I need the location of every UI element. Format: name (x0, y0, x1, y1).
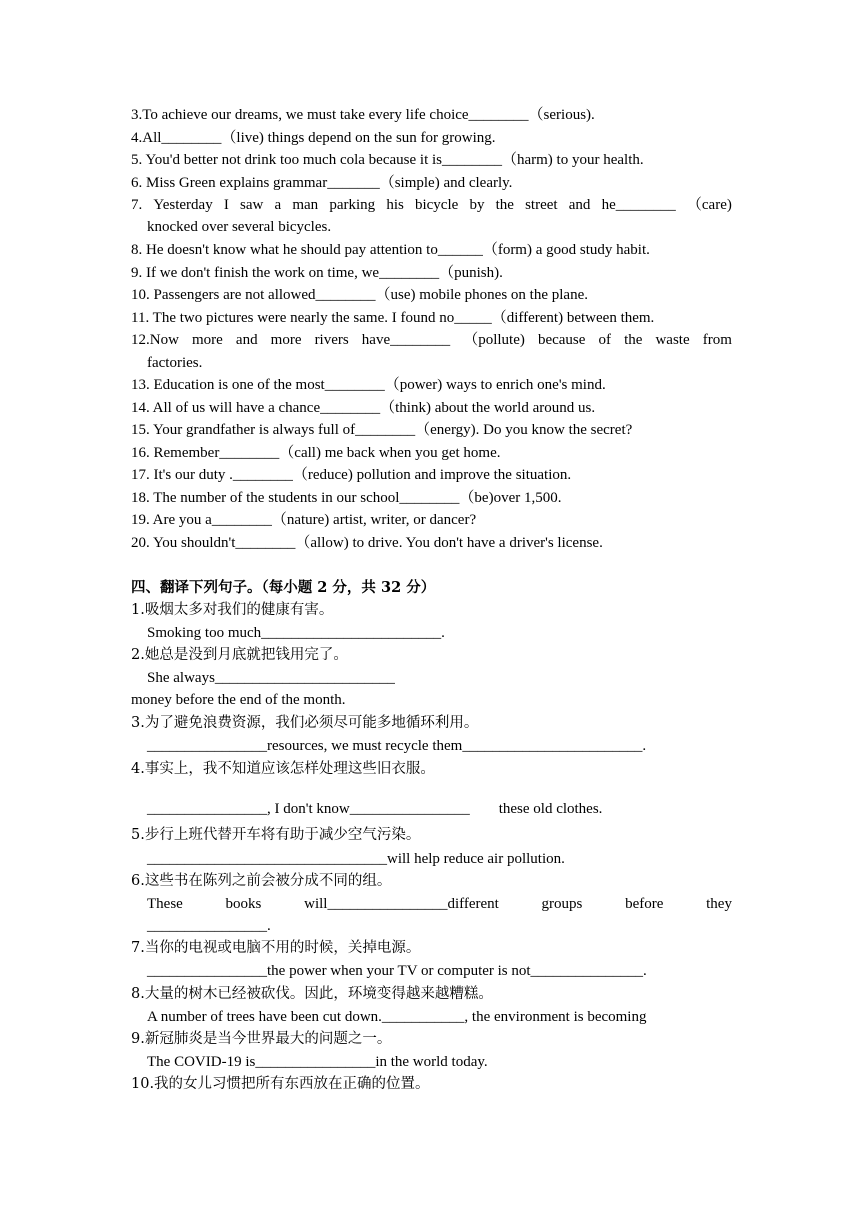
word: have________ (361, 332, 451, 348)
word: saw (240, 197, 264, 213)
exercise-item-18: 18. The number of the students in our school________（be)over 1,500. (131, 490, 562, 506)
exercise-item-3: 3.To achieve our dreams, we must take every life choice________（serious). (131, 107, 595, 123)
word: the (624, 332, 643, 348)
word: and (235, 332, 258, 348)
word: from (702, 332, 732, 348)
translation-prompt-4: 4.事实上，我不知道应该怎样处理这些旧衣服。 (131, 761, 435, 777)
word: groups (541, 896, 583, 912)
word: waste (655, 332, 690, 348)
word: the (495, 197, 514, 213)
word: bicycle (414, 197, 459, 213)
exercise-item-8: 8. He doesn't know what he should pay attention to______（form) a good study habit. (131, 242, 650, 258)
answer-part: these old clothes. (498, 801, 603, 817)
word: will________________different (304, 896, 499, 912)
exercise-item-4: 4.All________（live) things depend on the sun for growing. (131, 130, 496, 146)
translation-prompt-9: 9.新冠肺炎是当今世界最大的问题之一。 (131, 1031, 392, 1047)
translation-prompt-1: 1.吸烟太多对我们的健康有害。 (131, 602, 334, 618)
exercise-item-17: 17. It's our duty .________（reduce) pollution and improve the situation. (131, 467, 572, 483)
exercise-item-14: 14. All of us will have a chance________（think) about the world around us. (131, 400, 596, 416)
exercise-item-20: 20. You shouldn't________（allow) to drive. You don't have a driver's license. (131, 535, 603, 551)
translation-answer-6 (147, 895, 732, 914)
word: 7. (131, 197, 143, 213)
word: they (706, 896, 732, 912)
word: a (274, 197, 282, 213)
word: of (598, 332, 611, 348)
translation-answer-5: ________________________________will help reduce air pollution. (147, 851, 565, 867)
word: he________ (601, 197, 676, 213)
translation-answer-2-cont: money before the end of the month. (131, 692, 346, 708)
translation-answer-8: A number of trees have been cut down.___________, the environment is becoming (147, 1009, 647, 1025)
exercise-item-12-cont: factories. (147, 355, 203, 371)
word: his (386, 197, 404, 213)
exercise-item-16: 16. Remember________（call) me back when you get home. (131, 445, 501, 461)
translation-prompt-7: 7.当你的电视或电脑不用的时候，关掉电源。 (131, 940, 421, 956)
exercise-item-6: 6. Miss Green explains grammar_______（simple) and clearly. (131, 175, 513, 191)
word: I (223, 197, 229, 213)
exercise-item-12 (131, 331, 732, 350)
translation-prompt-10: 10.我的女儿习惯把所有东西放在正确的位置。 (131, 1076, 430, 1092)
translation-answer-2: She always________________________ (147, 670, 395, 686)
word: more (270, 332, 302, 348)
word: by (469, 197, 485, 213)
word: （care) (686, 197, 732, 213)
exercise-item-15: 15. Your grandfather is always full of________（energy). Do you know the secret? (131, 422, 633, 438)
exercise-item-9: 9. If we don't finish the work on time, we________（punish). (131, 265, 503, 281)
word: Yesterday (153, 197, 213, 213)
translation-prompt-5: 5.步行上班代替开车将有助于减少空气污染。 (131, 827, 421, 843)
word: man (292, 197, 319, 213)
word: parking (329, 197, 376, 213)
exercise-item-13: 13. Education is one of the most________（power) ways to enrich one's mind. (131, 377, 606, 393)
word: because (537, 332, 586, 348)
word: These (147, 896, 183, 912)
answer-part: ________________, I don't know________________ (147, 801, 470, 817)
word: books (225, 896, 262, 912)
word: rivers (314, 332, 349, 348)
word: before (625, 896, 664, 912)
exercise-item-7-cont: knocked over several bicycles. (147, 219, 332, 235)
translation-answer-9: The COVID-19 is________________in the world today. (147, 1054, 488, 1070)
section-heading: 四、翻译下列句子。（每小题 2 分，共 32 分） (131, 579, 436, 596)
exercise-item-11: 11. The two pictures were nearly the same. I found no_____（different) between them. (131, 310, 655, 326)
word: more (192, 332, 223, 348)
exercise-item-5: 5. You'd better not drink too much cola because it is________（harm) to your health. (131, 152, 644, 168)
translation-answer-1: Smoking too much________________________. (147, 625, 445, 641)
word: street (525, 197, 558, 213)
translation-answer-6-cont: ________________. (147, 918, 271, 934)
translation-prompt-6: 6.这些书在陈列之前会被分成不同的组。 (131, 873, 392, 889)
word: 12.Now (131, 332, 179, 348)
translation-answer-4 (147, 800, 732, 819)
translation-prompt-2: 2.她总是没到月底就把钱用完了。 (131, 647, 348, 663)
translation-answer-7: ________________the power when your TV or computer is not_______________. (147, 963, 647, 979)
word: （pollute) (463, 332, 525, 348)
exercise-item-10: 10. Passengers are not allowed________（use) mobile phones on the plane. (131, 287, 588, 303)
exercise-item-7 (131, 196, 732, 215)
word: and (568, 197, 591, 213)
translation-prompt-3: 3.为了避免浪费资源，我们必须尽可能多地循环利用。 (131, 715, 479, 731)
exercise-item-19: 19. Are you a________（nature) artist, writer, or dancer? (131, 512, 477, 528)
translation-answer-3: ________________resources, we must recycle them________________________. (147, 738, 647, 754)
translation-prompt-8: 8.大量的树木已经被砍伐。因此，环境变得越来越糟糕。 (131, 986, 493, 1002)
